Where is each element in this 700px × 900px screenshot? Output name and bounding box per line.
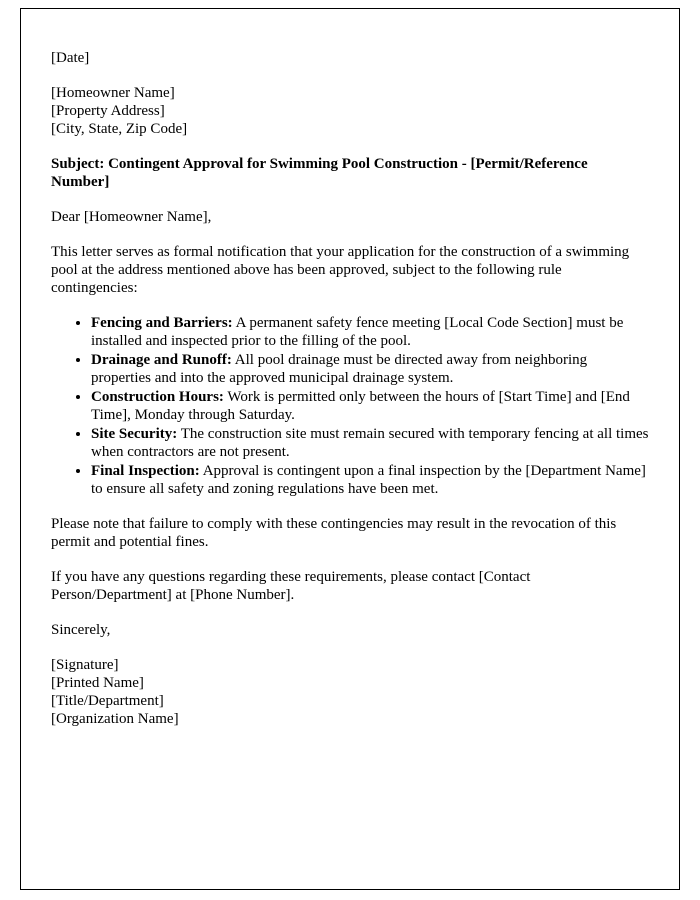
subject-line: Subject: Contingent Approval for Swimming Pool Construction - [Permit/Reference Number] <box>51 156 588 190</box>
bullet-label: Final Inspection: <box>91 463 200 479</box>
letter-page <box>20 8 680 890</box>
title-department-line: [Title/Department] <box>51 693 164 709</box>
bullet-text: Approval is contingent upon a final inspection by the [Department Name] to ensure all safety and zoning regulations have been met. <box>91 463 646 497</box>
bullet-item-site-security <box>91 425 649 461</box>
closing-line: Sincerely, <box>51 622 111 638</box>
bullet-label: Drainage and Runoff: <box>91 352 232 368</box>
printed-name-line: [Printed Name] <box>51 675 144 691</box>
intro-paragraph: This letter serves as formal notification that your application for the construction of a swimming pool at the address mentioned above has been approved, subject to the following rule contingencies: <box>51 244 630 296</box>
date-line: [Date] <box>51 50 90 66</box>
bullet-text: Work is permitted only between the hours of [Start Time] and [End Time], Monday through Saturday. <box>91 389 630 423</box>
bullet-item-drainage <box>91 351 649 387</box>
signature-line: [Signature] <box>51 657 119 673</box>
recipient-block <box>51 84 649 138</box>
letter-body <box>51 49 649 728</box>
bullet-item-final-inspection <box>91 462 649 498</box>
compliance-paragraph: Please note that failure to comply with these contingencies may result in the revocation of this permit and potential fines. <box>51 516 617 550</box>
recipient-city-state-zip: [City, State, Zip Code] <box>51 121 188 137</box>
bullet-text: All pool drainage must be directed away from neighboring properties and into the approved municipal drainage system. <box>91 352 588 386</box>
bullet-text: A permanent safety fence meeting [Local Code Section] must be installed and inspected prior to the filling of the pool. <box>91 315 624 349</box>
salutation: Dear [Homeowner Name], <box>51 209 212 225</box>
bullet-item-construction-hours <box>91 388 649 424</box>
bullet-item-fencing <box>91 314 649 350</box>
recipient-address: [Property Address] <box>51 103 165 119</box>
signature-block <box>51 656 649 728</box>
bullet-label: Fencing and Barriers: <box>91 315 233 331</box>
recipient-name: [Homeowner Name] <box>51 85 175 101</box>
organization-line: [Organization Name] <box>51 711 179 727</box>
bullet-label: Site Security: <box>91 426 178 442</box>
questions-paragraph: If you have any questions regarding these requirements, please contact [Contact Person/Department] at [Phone Number]. <box>51 569 531 603</box>
bullet-text: The construction site must remain secured with temporary fencing at all times when contractors are not present. <box>91 426 649 460</box>
bullet-label: Construction Hours: <box>91 389 224 405</box>
contingency-list <box>51 314 649 498</box>
